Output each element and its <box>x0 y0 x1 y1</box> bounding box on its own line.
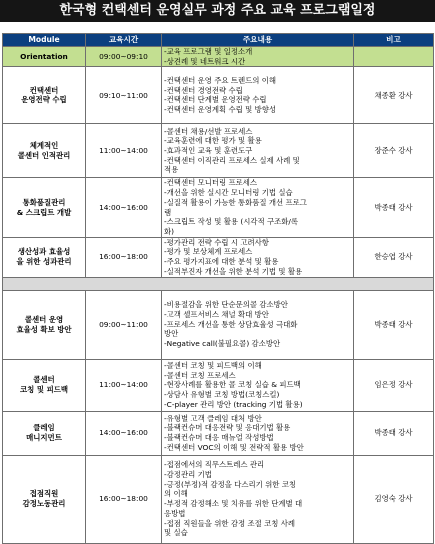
content-line: 응방법 <box>164 508 186 518</box>
content-line: -유형별 고객 클레임 대처 방안 <box>164 413 262 423</box>
time-cell: 14:00~16:00 <box>86 178 162 237</box>
table-row <box>3 455 434 543</box>
table-row <box>3 290 434 359</box>
content-line: -컨택센터 운영 주요 트렌드의 이해 <box>164 76 277 85</box>
module-cell: 콜센터 운영 효율성 확보 방안 <box>3 290 86 359</box>
day-separator-cell <box>3 277 434 290</box>
instructor-cell: 임은정 강사 <box>354 359 434 411</box>
instructor-cell: 박종태 강사 <box>354 411 434 455</box>
module-cell: 생산성과 효율성 을 위한 성과관리 <box>3 237 86 277</box>
instructor-cell: 장준수 강사 <box>354 124 434 178</box>
content-line: 적용 <box>164 165 179 175</box>
content-line: -컨택센터 이직관리 프로세스 실제 사례 및 <box>164 155 300 165</box>
content-cell <box>162 237 354 277</box>
instructor-cell: 박종태 강사 <box>354 290 434 359</box>
content-cell <box>162 67 354 124</box>
content-line: -콜센터 코칭 및 피드백의 이해 <box>164 360 262 370</box>
time-cell: 09:00~11:00 <box>86 290 162 359</box>
schedule-table <box>2 33 434 544</box>
table-row <box>3 178 434 237</box>
content-line: -접점에서의 직무스트레스 관리 <box>164 460 265 470</box>
content-line: -비용절감을 위한 단순문의콜 감소방안 <box>164 300 288 310</box>
table-row <box>3 67 434 124</box>
content-cell <box>162 47 354 67</box>
content-line: -실질적 활용이 가능한 통화품질 개선 프로그 <box>164 197 307 207</box>
day-separator <box>3 277 434 290</box>
page-title: 한국형 컨택센터 운영실무 과정 주요 교육 프로그램일정 <box>0 0 435 22</box>
header-module: Module <box>3 34 86 47</box>
content-line: -평가 및 보상체계 프로세스 <box>164 247 253 257</box>
content-line: -컨택센터 운영계획 수립 및 방향성 <box>164 105 277 115</box>
header-row <box>3 34 434 47</box>
table-row <box>3 124 434 178</box>
content-line: -컨택센터 모니터링 프로세스 <box>164 178 258 188</box>
content-line: -효과적인 교육 및 훈련도구 <box>164 146 253 156</box>
content-cell <box>162 455 354 543</box>
content-line: -긍정(부정)적 감정을 다스리기 위한 코칭 <box>164 479 297 489</box>
module-cell: 클레임 매니지먼트 <box>3 411 86 455</box>
time-cell: 11:00~14:00 <box>86 124 162 178</box>
content-line: -상견례 및 네트워크 시간 <box>164 56 246 66</box>
time-cell: 16:00~18:00 <box>86 237 162 277</box>
content-cell <box>162 124 354 178</box>
module-cell: 컨택센터 운영전략 수립 <box>3 67 86 124</box>
table-row <box>3 359 434 411</box>
module-cell: 접점직원 감정노동관리 <box>3 455 86 543</box>
content-line: -블랙컨슈머 대응전략 및 응대기법 활용 <box>164 423 291 433</box>
content-cell <box>162 290 354 359</box>
content-line: -콜센터 채용/선발 프로세스 <box>164 126 253 136</box>
instructor-cell: 김영숙 강사 <box>354 455 434 543</box>
content-cell <box>162 178 354 237</box>
content-line: -Negative call(불필요콜) 감소방안 <box>164 339 281 349</box>
content-line: -평가관리 전략 수립 시 고려사항 <box>164 237 269 247</box>
content-line: -교육 프로그램 및 일정소개 <box>164 47 253 56</box>
instructor-cell: 박종태 강사 <box>354 178 434 237</box>
time-cell: 09:10~11:00 <box>86 67 162 124</box>
instructor-cell <box>354 47 434 67</box>
content-line: -부정적 감정해소 및 치유를 위한 단계별 대 <box>164 499 303 509</box>
content-line: -프로세스 개선을 통한 상담효율성 극대화 <box>164 319 298 329</box>
content-line: -상담사 유형별 코칭 방법(코칭스킬) <box>164 389 280 399</box>
content-line: -감정관리 기법 <box>164 470 212 480</box>
content-line: -블랙컨슈머 대응 매뉴얼 작성방법 <box>164 433 274 443</box>
content-line: 방안 <box>164 329 179 339</box>
header-content: 주요내용 <box>162 34 354 47</box>
content-line: -실적부진자 개선을 위한 분석 기법 및 활용 <box>164 266 303 276</box>
content-line: -컨택센터 VOC의 이해 및 전략적 활용 방안 <box>164 442 304 452</box>
content-line: -주요 평가지표에 대한 분석 및 활용 <box>164 257 279 267</box>
content-line: -개선을 위한 실시간 모니터링 기법 실습 <box>164 188 293 198</box>
header-note: 비고 <box>354 34 434 47</box>
module-cell: 콜센터 코칭 및 피드백 <box>3 359 86 411</box>
content-cell <box>162 411 354 455</box>
content-line: 및 실습 <box>164 528 188 538</box>
time-cell: 09:00~09:10 <box>86 47 162 67</box>
content-line: -콜센터 코칭 프로세스 <box>164 370 236 380</box>
content-line: -접점 직원들을 위한 감정 조절 코칭 사례 <box>164 518 295 528</box>
content-line: -고객 셀프서비스 채널 확대 방안 <box>164 310 269 320</box>
content-line: 의 이해 <box>164 489 188 499</box>
time-cell: 14:00~16:00 <box>86 411 162 455</box>
content-cell <box>162 359 354 411</box>
module-cell: 체계적인 콜센터 인적관리 <box>3 124 86 178</box>
content-line: -컨택센터 경영전략 수립 <box>164 85 243 95</box>
module-cell: Orientation <box>3 47 86 67</box>
table-row <box>3 411 434 455</box>
content-line: 화) <box>164 226 175 236</box>
content-line: -현장사례를 활용한 콜 코칭 실습 & 피드백 <box>164 380 301 390</box>
time-cell: 16:00~18:00 <box>86 455 162 543</box>
content-line: -스크립트 작성 및 활용 (시각적 구조화/록 <box>164 217 299 227</box>
time-cell: 11:00~14:00 <box>86 359 162 411</box>
content-line: -교육훈련에 대한 평가 및 활용 <box>164 136 262 146</box>
instructor-cell: 채종환 강사 <box>354 67 434 124</box>
content-line: -C-player 관리 방안 (tracking 기법 활용) <box>164 399 303 409</box>
instructor-cell: 한승엽 강사 <box>354 237 434 277</box>
table-row <box>3 237 434 277</box>
content-line: 램 <box>164 207 172 217</box>
module-cell: 통화품질관리 & 스크립트 개발 <box>3 178 86 237</box>
header-time: 교육시간 <box>86 34 162 47</box>
content-line: -컨택센터 단계별 운영전략 수립 <box>164 95 267 105</box>
table-row <box>3 47 434 67</box>
